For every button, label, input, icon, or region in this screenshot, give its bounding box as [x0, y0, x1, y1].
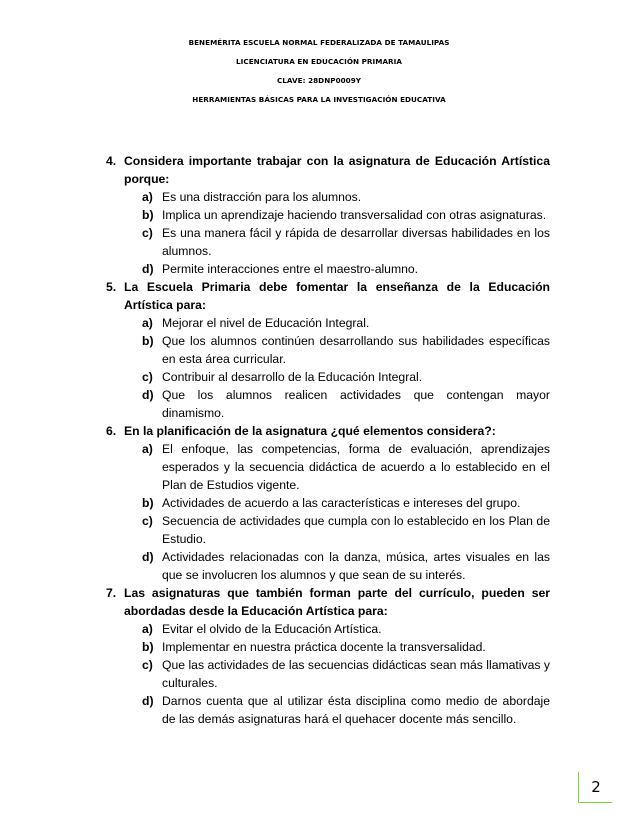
question-number: 7.: [106, 586, 117, 600]
header-school: BENEMÉRITA ESCUELA NORMAL FEDERALIZADA DE TAMAULIPAS: [188, 38, 450, 47]
answer-option: [142, 638, 550, 656]
option-letter: b): [142, 496, 154, 510]
answer-option: [142, 206, 550, 224]
answer-option: [142, 512, 550, 548]
option-letter: b): [142, 208, 154, 222]
question-item: [106, 152, 550, 278]
option-letter: d): [142, 694, 154, 708]
option-text: El enfoque, las competencias, forma de evaluación, aprendizajes esperados y la secuencia didáctica de acuerdo a lo establecido en el Plan de Estudios vigente.: [162, 442, 550, 492]
option-text: Que los alumnos continúen desarrollando sus habilidades específicas en esta área curricular.: [162, 334, 550, 366]
option-letter: a): [142, 442, 153, 456]
answer-option: [142, 656, 550, 692]
option-letter: b): [142, 334, 154, 348]
option-text: Es una manera fácil y rápida de desarrollar diversas habilidades en los alumnos.: [162, 226, 550, 258]
option-text: Darnos cuenta que al utilizar ésta disciplina como medio de abordaje de las demás asignaturas hará el quehacer docente más sencillo.: [162, 694, 550, 726]
option-text: Que los alumnos realicen actividades que contengan mayor dinamismo.: [162, 388, 550, 420]
answer-option: [142, 440, 550, 494]
answer-option: [142, 368, 550, 386]
option-letter: a): [142, 622, 153, 636]
option-letter: c): [142, 370, 153, 384]
option-letter: b): [142, 640, 154, 654]
option-text: Actividades de acuerdo a las características e intereses del grupo.: [162, 496, 521, 510]
header-course: HERRAMIENTAS BÁSICAS PARA LA INVESTIGACIÓN EDUCATIVA: [192, 95, 446, 104]
option-letter: d): [142, 388, 154, 402]
question-item: [106, 584, 550, 728]
answer-option: [142, 188, 550, 206]
question-list: [106, 152, 550, 728]
answer-option: [142, 224, 550, 260]
answer-option: [142, 314, 550, 332]
header-program: LICENCIATURA EN EDUCACIÓN PRIMARIA: [236, 57, 402, 66]
option-text: Que las actividades de las secuencias didácticas sean más llamativas y culturales.: [162, 658, 550, 690]
answer-option: [142, 386, 550, 422]
option-text: Permite interacciones entre el maestro-alumno.: [162, 262, 419, 276]
answer-option: [142, 620, 550, 638]
question-number: 5.: [106, 280, 117, 294]
option-letter: a): [142, 190, 153, 204]
header-code: CLAVE: 28DNP0009Y: [276, 76, 362, 85]
page-number: 2: [578, 772, 613, 802]
footer-rule: [578, 802, 612, 803]
option-text: Implementar en nuestra práctica docente la transversalidad.: [162, 640, 486, 654]
option-letter: d): [142, 550, 154, 564]
option-text: Implica un aprendizaje haciendo transversalidad con otras asignaturas.: [162, 208, 547, 222]
question-text: Considera importante trabajar con la asignatura de Educación Artística porque:: [124, 154, 550, 186]
option-text: Mejorar el nivel de Educación Integral.: [162, 316, 370, 330]
question-number: 6.: [106, 424, 117, 438]
answer-option: [142, 692, 550, 728]
answer-option: [142, 494, 550, 512]
option-text: Es una distracción para los alumnos.: [162, 190, 362, 204]
question-text: La Escuela Primaria debe fomentar la enseñanza de la Educación Artística para:: [124, 280, 550, 312]
option-text: Actividades relacionadas con la danza, música, artes visuales en las que se involucren los alumnos y que sean de su interés.: [162, 550, 550, 582]
option-text: Contribuir al desarrollo de la Educación Integral.: [162, 370, 423, 384]
question-item: [106, 422, 550, 584]
question-number: 4.: [106, 154, 117, 168]
question-item: [106, 278, 550, 422]
question-text: En la planificación de la asignatura ¿qué elementos considera?:: [124, 424, 496, 438]
answer-option: [142, 260, 550, 278]
option-letter: a): [142, 316, 153, 330]
option-letter: c): [142, 514, 153, 528]
option-text: Secuencia de actividades que cumpla con lo establecido en los Plan de Estudio.: [162, 514, 550, 546]
question-text: Las asignaturas que también forman parte del currículo, pueden ser abordadas desde la Educación Artística para:: [124, 586, 550, 618]
option-letter: d): [142, 262, 154, 276]
option-letter: c): [142, 658, 153, 672]
option-text: Evitar el olvido de la Educación Artística.: [162, 622, 382, 636]
answer-option: [142, 548, 550, 584]
answer-option: [142, 332, 550, 368]
option-letter: c): [142, 226, 153, 240]
